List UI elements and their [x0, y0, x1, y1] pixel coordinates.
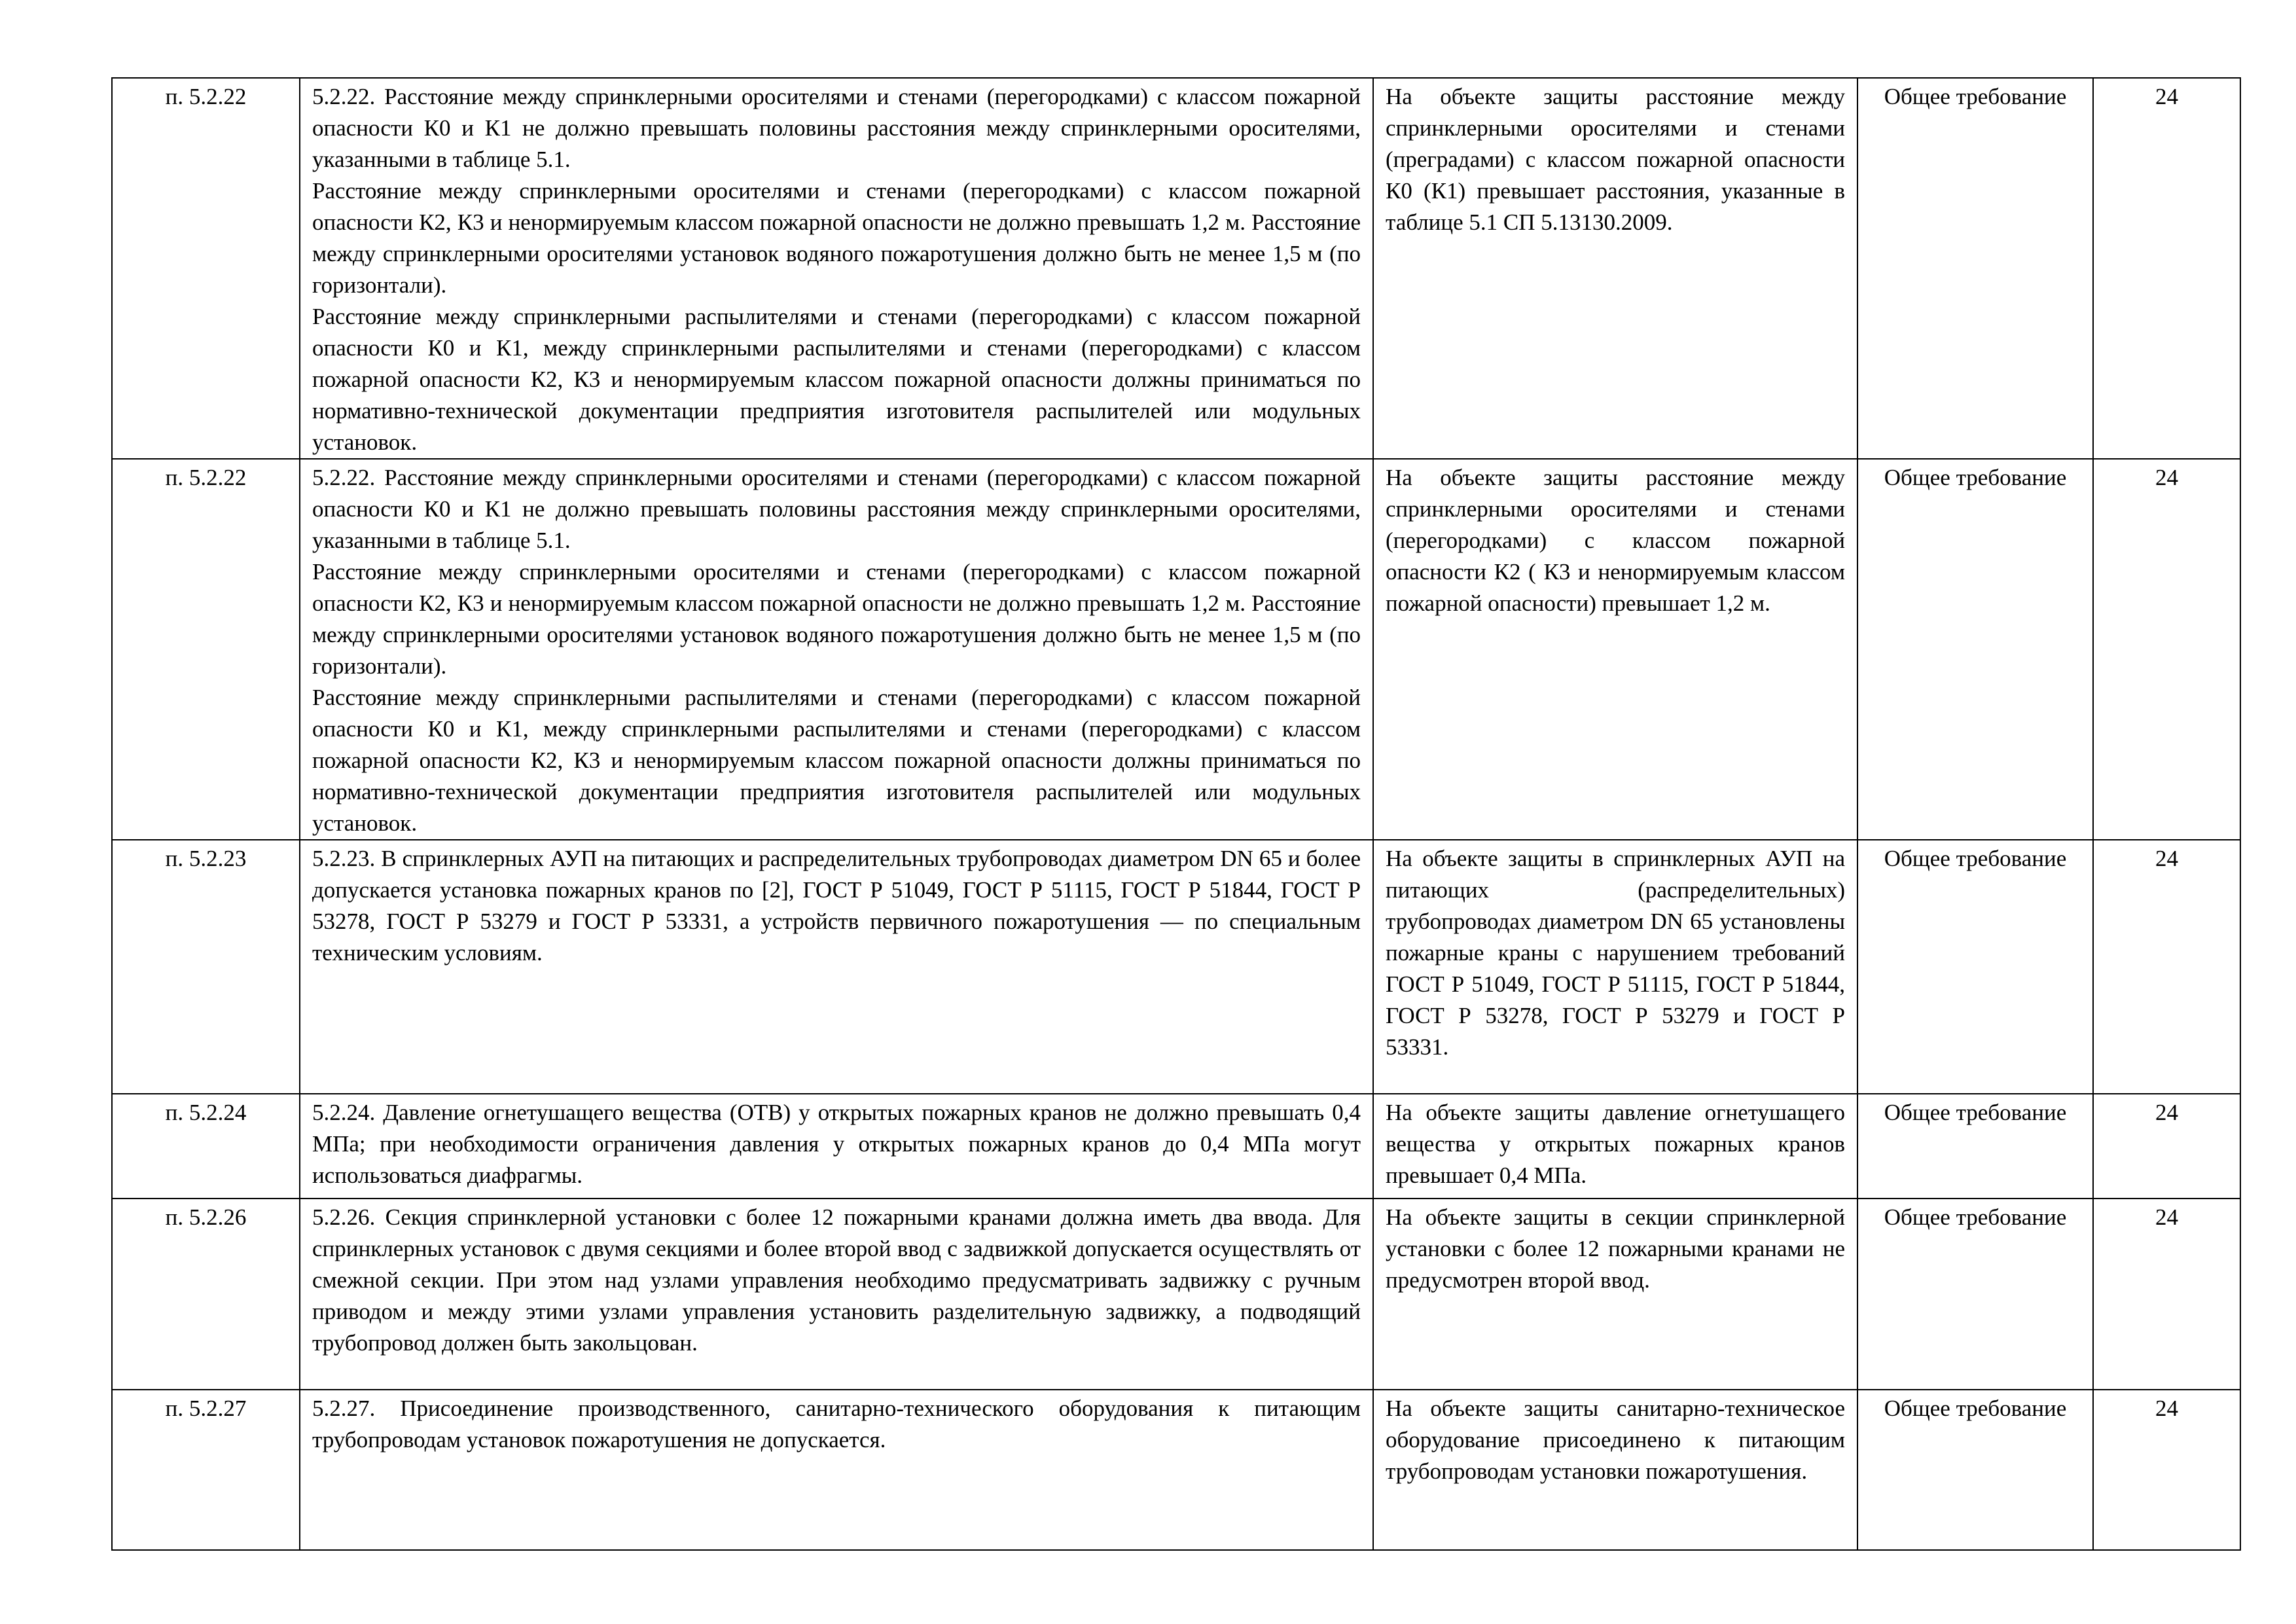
requirement-type: Общее требование [1857, 1390, 2093, 1550]
table-row [112, 1094, 2240, 1199]
requirement-type: Общее требование [1857, 1094, 2093, 1199]
requirement-paragraph: Расстояние между спринклерными распылителями и стенами (перегородками) с классом пожарной опасности К0 и К1, между спринклерными распылителями и стенами (перегородками) с классом пожарной опасности К2, К3 и ненормируемым классом пожарной опасности должны приниматься по нормативно-технической документации предприятия изготовителя распылителей или модульных установок. [312, 304, 1361, 455]
table-row [112, 840, 2240, 1094]
penalty-value: 24 [2093, 1390, 2240, 1550]
penalty-value: 24 [2093, 1199, 2240, 1390]
violation-text: На объекте защиты расстояние между спринклерными оросителями и стенами (перегородками) с классом пожарной опасности К2 ( К3 и ненормируемым классом пожарной опасности) превышает 1,2 м. [1373, 459, 1857, 840]
requirement-type: Общее требование [1857, 840, 2093, 1094]
requirement-paragraph: Расстояние между спринклерными распылителями и стенами (перегородками) с классом пожарной опасности К0 и К1, между спринклерными распылителями и стенами (перегородками) с классом пожарной опасности К2, К3 и ненормируемым классом пожарной опасности должны приниматься по нормативно-технической документации предприятия изготовителя распылителей или модульных установок. [312, 685, 1361, 836]
requirement-type: Общее требование [1857, 78, 2093, 459]
penalty-value: 24 [2093, 840, 2240, 1094]
requirement-text [300, 1199, 1373, 1390]
table-row [112, 459, 2240, 840]
requirement-paragraph: 5.2.22. Расстояние между спринклерными оросителями и стенами (перегородками) с классом пожарной опасности К0 и К1 не должно превышать половины расстояния между спринклерными оросителями, указанными в таблице 5.1. [312, 84, 1361, 172]
requirement-paragraph: Расстояние между спринклерными оросителями и стенами (перегородками) с классом пожарной опасности К2, К3 и ненормируемым классом пожарной опасности не должно превышать 1,2 м. Расстояние между спринклерными оросителями установок водяного пожаротушения должно быть не менее 1,5 м (по горизонтали). [312, 178, 1361, 298]
requirement-paragraph: 5.2.24. Давление огнетушащего вещества (ОТВ) у открытых пожарных кранов не должно превышать 0,4 МПа; при необходимости ограничения давления у открытых пожарных кранов до 0,4 МПа могут использоваться диафрагмы. [312, 1100, 1361, 1188]
clause-ref: п. 5.2.22 [112, 459, 300, 840]
violation-text: На объекте защиты давление огнетушащего вещества у открытых пожарных кранов превышает 0,4 МПа. [1373, 1094, 1857, 1199]
requirement-text [300, 1390, 1373, 1550]
requirement-paragraph: 5.2.23. В спринклерных АУП на питающих и распределительных трубопроводах диаметром DN 65 и более допускается установка пожарных кранов по [2], ГОСТ Р 51049, ГОСТ Р 51115, ГОСТ Р 51844, ГОСТ Р 53278, ГОСТ Р 53279 и ГОСТ Р 53331, а устройств первичного пожаротушения — по специальным техническим условиям. [312, 846, 1361, 965]
clause-ref: п. 5.2.24 [112, 1094, 300, 1199]
requirement-paragraph: 5.2.27. Присоединение производственного, санитарно-технического оборудования к питающим трубопроводам установок пожаротушения не допускается. [312, 1396, 1361, 1453]
requirement-type: Общее требование [1857, 1199, 2093, 1390]
table-row [112, 1199, 2240, 1390]
requirement-paragraph: 5.2.26. Секция спринклерной установки с более 12 пожарными кранами должна иметь два ввода. Для спринклерных установок с двумя секциями и более второй ввод с задвижкой допускается осуществлять от смежной секции. При этом над узлами управления необходимо предусматривать задвижку с ручным приводом и между этими узлами управления установить разделительную задвижку, а подводящий трубопровод должен быть закольцован. [312, 1204, 1361, 1356]
requirement-text [300, 78, 1373, 459]
clause-ref: п. 5.2.23 [112, 840, 300, 1094]
penalty-value: 24 [2093, 1094, 2240, 1199]
violation-text: На объекте защиты в спринклерных АУП на питающих (распределительных) трубопроводах диаметром DN 65 установлены пожарные краны с нарушением требований ГОСТ Р 51049, ГОСТ Р 51115, ГОСТ Р 51844, ГОСТ Р 53278, ГОСТ Р 53279 и ГОСТ Р 53331. [1373, 840, 1857, 1094]
table-row [112, 1390, 2240, 1550]
violation-text: На объекте защиты санитарно-техническое оборудование присоединено к питающим трубопроводам установки пожаротушения. [1373, 1390, 1857, 1550]
requirements-table [111, 77, 2241, 1551]
clause-ref: п. 5.2.26 [112, 1199, 300, 1390]
requirement-type: Общее требование [1857, 459, 2093, 840]
requirement-text [300, 459, 1373, 840]
clause-ref: п. 5.2.27 [112, 1390, 300, 1550]
penalty-value: 24 [2093, 78, 2240, 459]
requirement-text [300, 1094, 1373, 1199]
penalty-value: 24 [2093, 459, 2240, 840]
requirement-text [300, 840, 1373, 1094]
violation-text: На объекте защиты расстояние между спринклерными оросителями и стенами (преградами) с классом пожарной опасности К0 (К1) превышает расстояния, указанные в таблице 5.1 СП 5.13130.2009. [1373, 78, 1857, 459]
requirement-paragraph: 5.2.22. Расстояние между спринклерными оросителями и стенами (перегородками) с классом пожарной опасности К0 и К1 не должно превышать половины расстояния между спринклерными оросителями, указанными в таблице 5.1. [312, 465, 1361, 553]
clause-ref: п. 5.2.22 [112, 78, 300, 459]
table-row [112, 78, 2240, 459]
violation-text: На объекте защиты в секции спринклерной установки с более 12 пожарными кранами не предусмотрен второй ввод. [1373, 1199, 1857, 1390]
requirement-paragraph: Расстояние между спринклерными оросителями и стенами (перегородками) с классом пожарной опасности К2, К3 и ненормируемым классом пожарной опасности не должно превышать 1,2 м. Расстояние между спринклерными оросителями установок водяного пожаротушения должно быть не менее 1,5 м (по горизонтали). [312, 559, 1361, 679]
